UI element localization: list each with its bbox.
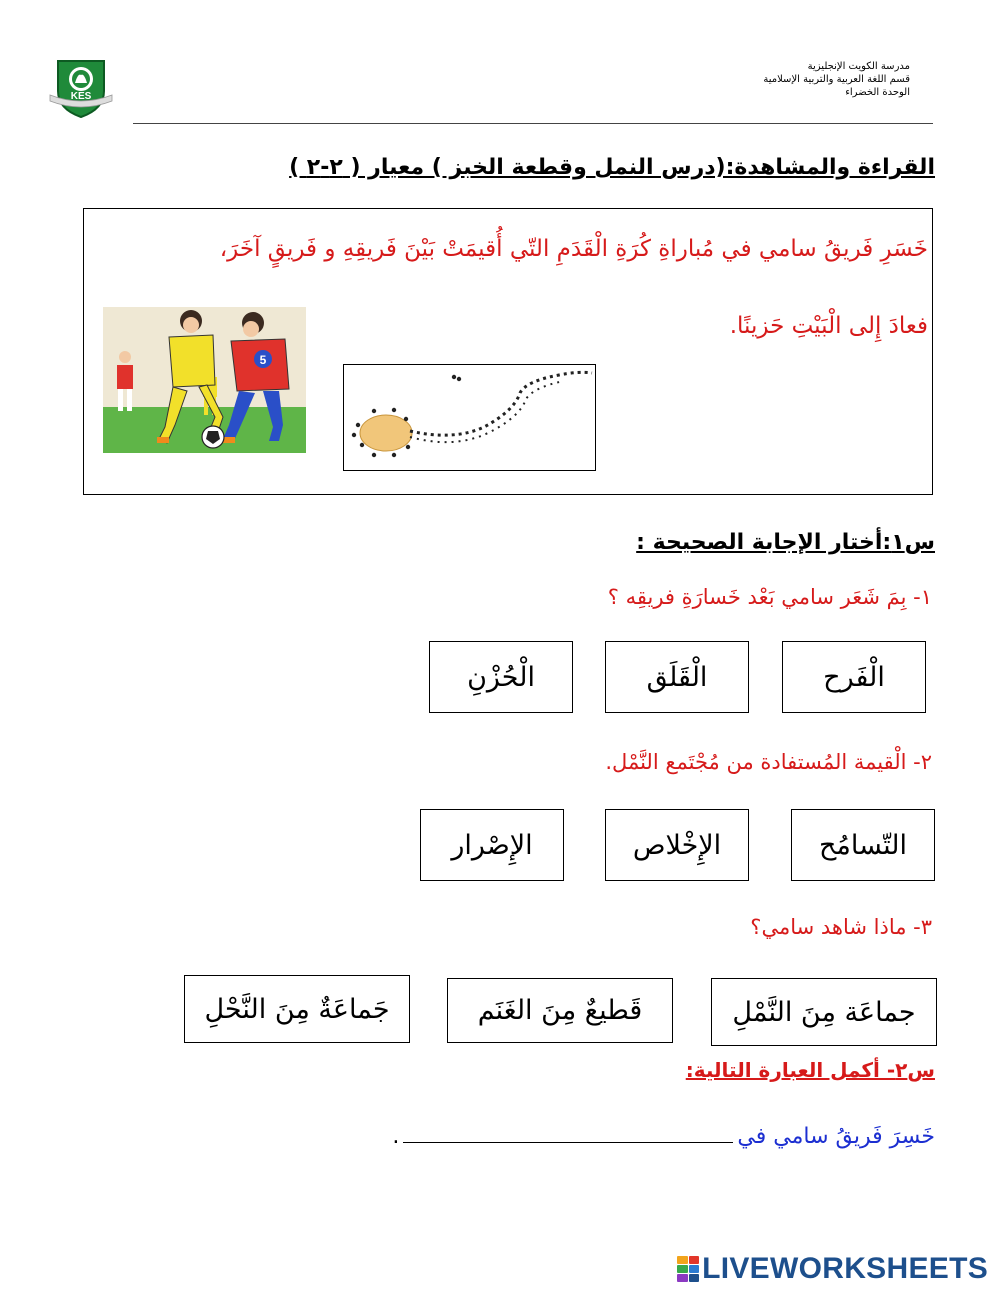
question-2: ٢- الْقيمة المُستفادة من مُجْتَمع النَّمْل. xyxy=(605,750,932,774)
q3-option-2[interactable]: قَطيعٌ مِنَ الغَنَم xyxy=(447,978,673,1043)
q1-option-2[interactable]: الْقَلَق xyxy=(605,641,749,713)
story-line-1: خَسَرِ فَريقُ سامي في مُباراةِ كُرَةِ الْقَدَمِ التّي أُقيمَتْ بَيْنَ فَريقِهِ و فَريقٍ آخَرَ، xyxy=(219,236,928,262)
story-line-2: فعادَ إِلى الْبَيْتِ حَزينًا. xyxy=(729,313,928,339)
logo-text: KES xyxy=(70,91,92,102)
question-1: ١- بِمَ شَعَر سامي بَعْد خَسارَةِ فريقِه ؟ xyxy=(607,585,932,609)
fill-in-sentence xyxy=(392,1124,935,1149)
section2-heading: س٢- أكمل العبارة التالية: xyxy=(685,1058,935,1082)
q2-option-2[interactable]: الإِخْلاص xyxy=(605,809,749,881)
q1-option-1[interactable]: الْفَرح xyxy=(782,641,926,713)
svg-text:5: 5 xyxy=(259,353,267,367)
q2-option-3[interactable]: الإِصْرار xyxy=(420,809,564,881)
liveworksheets-icon xyxy=(677,1256,699,1282)
question-3: ٣- ماذا شاهد سامي؟ xyxy=(750,915,932,939)
unit-name: الوحدة الخضراء xyxy=(845,87,910,98)
sentence-end: . xyxy=(392,1124,400,1149)
liveworksheets-brand xyxy=(677,1252,988,1286)
q2-option-1[interactable]: التّسامُح xyxy=(791,809,935,881)
page-title: القراءة والمشاهدة:(درس النمل وقطعة الخبز ) معيار ( ٢-٢ ) xyxy=(289,155,935,180)
school-logo xyxy=(48,55,114,121)
football-illustration xyxy=(103,307,306,453)
school-info xyxy=(610,60,910,99)
header-divider xyxy=(133,123,933,124)
section1-heading: س١:أختار الإجابة الصحيحة : xyxy=(636,530,935,555)
department-name: قسم اللغة العربية والتربية الإسلامية xyxy=(763,74,910,85)
school-name: مدرسة الكويت الإنجليزية xyxy=(807,61,910,72)
q1-option-3[interactable]: الْحُزْنِ xyxy=(429,641,573,713)
liveworksheets-logo-text: LIVEWORKSHEETS xyxy=(702,1252,988,1285)
sentence-start: خَسِرَ فَريقُ سامي في xyxy=(737,1124,935,1149)
q3-option-1[interactable]: جماعَة مِنَ النَّمْلِ xyxy=(711,978,937,1046)
answer-blank[interactable] xyxy=(403,1124,733,1143)
ants-bread-illustration xyxy=(343,364,596,471)
q3-option-3[interactable]: جَماعَةٌ مِنَ النَّحْلِ xyxy=(184,975,410,1043)
